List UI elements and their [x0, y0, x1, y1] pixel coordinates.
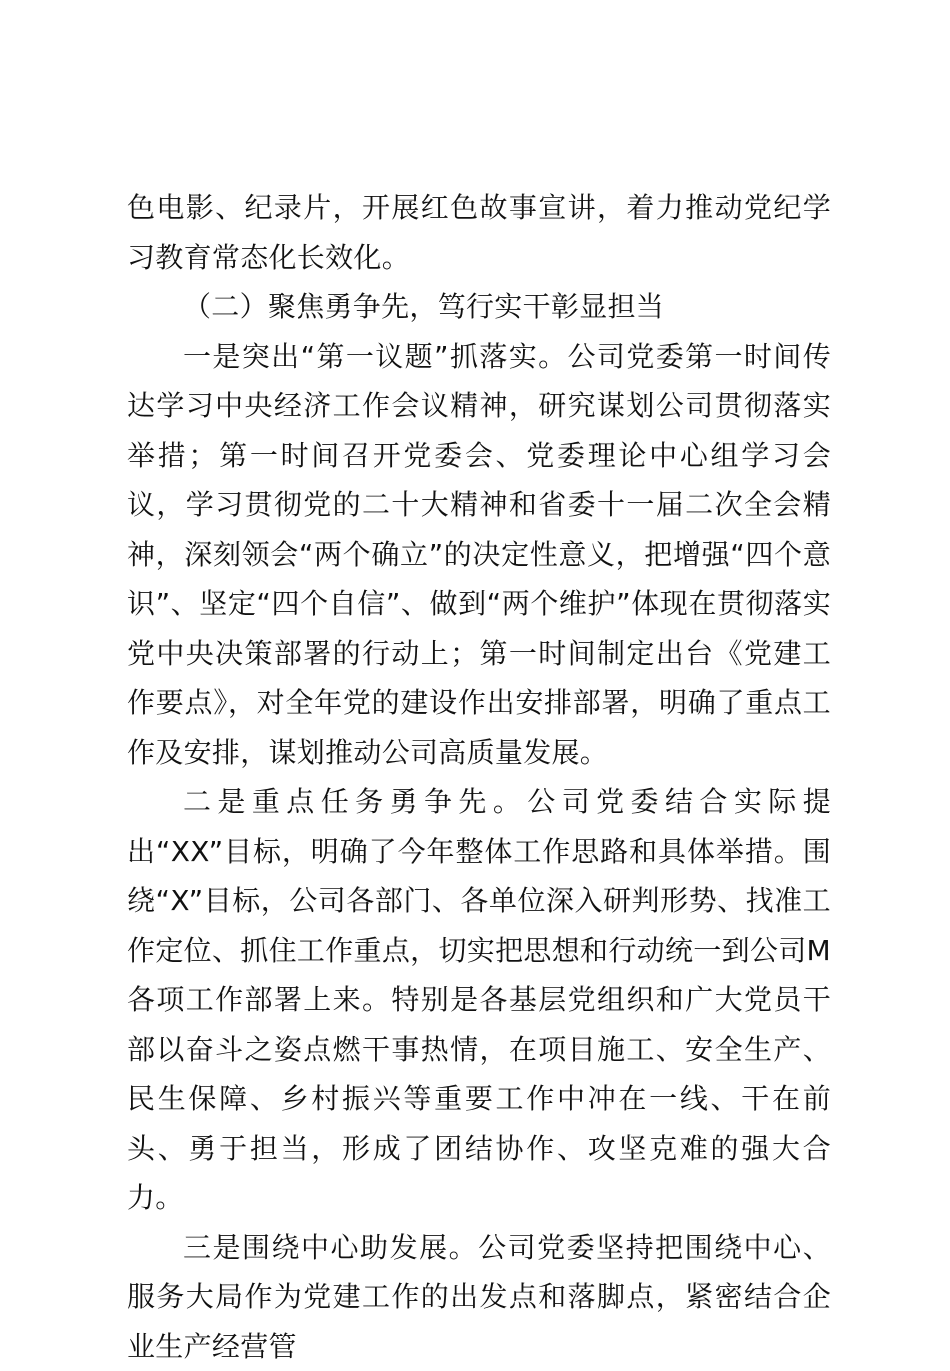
section-heading: （二）聚焦勇争先，笃行实干彰显担当 [127, 282, 831, 332]
paragraph-center-development: 三是围绕中心助发展。公司党委坚持把围绕中心、服务大局作为党建工作的出发点和落脚点，紧密结合企业生产经营管 [127, 1223, 831, 1371]
paragraph-key-tasks: 二是重点任务勇争先。公司党委结合实际提出“XX”目标，明确了今年整体工作思路和具体举措。围绕“X”目标，公司各部门、各单位深入研判形势、找准工作定位、抓住工作重点，切实把思想和行动统一到公司M各项工作部署上来。特别是各基层党组织和广大党员干部以奋斗之姿点燃干事热情，在项目施工、安全生产、民生保障、乡村振兴等重要工作中冲在一线、干在前头、勇于担当，形成了团结协作、攻坚克难的强大合力。 [127, 777, 831, 1223]
paragraph-continuation: 色电影、纪录片，开展红色故事宣讲，着力推动党纪学习教育常态化长效化。 [127, 183, 831, 282]
document-body [127, 183, 831, 1371]
paragraph-first-agenda: 一是突出“第一议题”抓落实。公司党委第一时间传达学习中央经济工作会议精神，研究谋划公司贯彻落实举措；第一时间召开党委会、党委理论中心组学习会议，学习贯彻党的二十大精神和省委十一届二次全会精神，深刻领会“两个确立”的决定性意义，把增强“四个意识”、坚定“四个自信”、做到“两个维护”体现在贯彻落实党中央决策部署的行动上；第一时间制定出台《党建工作要点》，对全年党的建设作出安排部署，明确了重点工作及安排，谋划推动公司高质量发展。 [127, 332, 831, 778]
